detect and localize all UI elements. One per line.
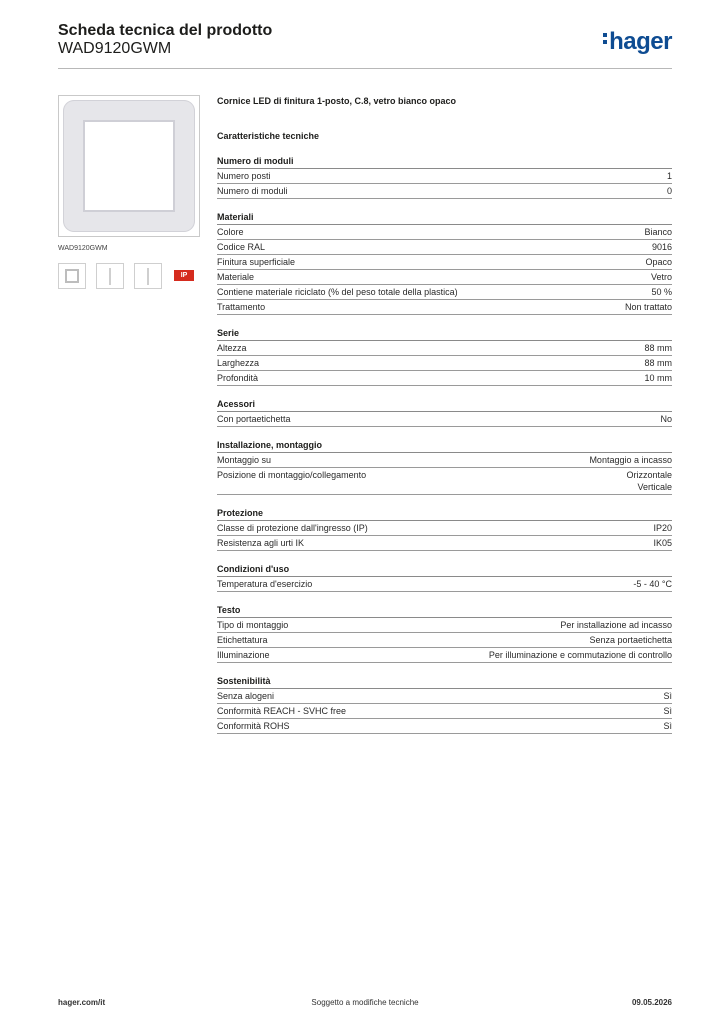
logo-dots-icon xyxy=(603,30,608,47)
spec-sections xyxy=(217,155,672,734)
spec-section xyxy=(217,155,672,199)
spec-value-line: Senza portaetichetta xyxy=(589,635,672,645)
spec-value-line: 50 % xyxy=(651,287,672,297)
spec-label: Classe di protezione dall'ingresso (IP) xyxy=(217,523,368,533)
spec-label: Tipo di montaggio xyxy=(217,620,289,630)
spec-content xyxy=(217,95,672,746)
spec-value-line: Per illuminazione e commutazione di controllo xyxy=(488,650,672,660)
spec-label: Conformità ROHS xyxy=(217,721,290,731)
square-frame-icon xyxy=(65,269,79,283)
thumbnail-side-view[interactable] xyxy=(96,263,124,289)
spec-value-line: Sì xyxy=(663,706,672,716)
frame-window xyxy=(85,122,173,210)
spec-section xyxy=(217,675,672,734)
spec-row xyxy=(217,225,672,240)
spec-value-line: Non trattato xyxy=(624,302,672,312)
spec-row xyxy=(217,719,672,734)
spec-row xyxy=(217,240,672,255)
spec-value-line: No xyxy=(660,414,672,424)
spec-value xyxy=(663,720,672,732)
thumbnail-ip-rating[interactable] xyxy=(174,263,202,289)
product-code: WAD9120GWM xyxy=(58,40,172,57)
product-image xyxy=(58,95,200,237)
spec-value-line: Montaggio a incasso xyxy=(589,455,672,465)
section-title: Materiali xyxy=(217,211,672,225)
spec-value-line: 88 mm xyxy=(644,343,672,353)
spec-label: Larghezza xyxy=(217,358,260,368)
spec-value xyxy=(645,256,672,268)
hager-logo xyxy=(603,28,672,56)
spec-section xyxy=(217,327,672,386)
spec-value xyxy=(644,372,672,384)
spec-label: Materiale xyxy=(217,272,255,282)
spec-label: Temperatura d'esercizio xyxy=(217,579,313,589)
spec-value xyxy=(644,357,672,369)
spec-section xyxy=(217,398,672,427)
spec-value-line: Orizzontale xyxy=(626,470,672,480)
footer-website-link[interactable]: hager.com/it xyxy=(58,998,106,1007)
spec-row xyxy=(217,285,672,300)
spec-value xyxy=(489,649,672,661)
side-profile-icon xyxy=(109,268,111,285)
spec-value xyxy=(652,241,672,253)
spec-row xyxy=(217,618,672,633)
spec-row xyxy=(217,300,672,315)
spec-row xyxy=(217,412,672,427)
spec-row xyxy=(217,356,672,371)
spec-value-line: -5 - 40 °C xyxy=(633,579,672,589)
spec-value-line: Sì xyxy=(663,721,672,731)
spec-value-line: Per installazione ad incasso xyxy=(560,620,672,630)
section-title: Serie xyxy=(217,327,672,341)
spec-label: Etichettatura xyxy=(217,635,268,645)
spec-label: Montaggio su xyxy=(217,455,272,465)
thumbnail-side-view-2[interactable] xyxy=(134,263,162,289)
spec-value xyxy=(589,634,672,646)
header-divider xyxy=(58,68,672,69)
spec-row xyxy=(217,341,672,356)
spec-value-line: Verticale xyxy=(637,482,672,492)
spec-value xyxy=(653,537,672,549)
spec-label: Codice RAL xyxy=(217,242,266,252)
spec-row xyxy=(217,633,672,648)
spec-label: Numero posti xyxy=(217,171,271,181)
section-title: Numero di moduli xyxy=(217,155,672,169)
section-title: Condizioni d'uso xyxy=(217,563,672,577)
spec-value xyxy=(653,522,672,534)
thumbnail-front-view[interactable] xyxy=(58,263,86,289)
spec-row xyxy=(217,689,672,704)
spec-value xyxy=(663,705,672,717)
spec-row xyxy=(217,453,672,468)
spec-label: Contiene materiale riciclato (% del peso totale della plastica) xyxy=(217,287,458,297)
spec-section xyxy=(217,211,672,315)
section-title: Sostenibilità xyxy=(217,675,672,689)
spec-value xyxy=(667,185,672,197)
spec-label: Senza alogeni xyxy=(217,691,275,701)
spec-row xyxy=(217,255,672,270)
spec-value xyxy=(651,286,672,298)
section-title: Testo xyxy=(217,604,672,618)
spec-value xyxy=(660,413,672,425)
spec-value-line: Vetro xyxy=(650,272,672,282)
product-image-caption: WAD9120GWM xyxy=(58,245,108,252)
side-profile-icon xyxy=(147,268,149,285)
spec-row xyxy=(217,184,672,199)
spec-label: Finitura superficiale xyxy=(217,257,296,267)
product-description: Cornice LED di finitura 1-posto, C.8, vetro bianco opaco xyxy=(217,96,457,106)
spec-row xyxy=(217,704,672,719)
spec-value-line: 0 xyxy=(666,186,672,196)
spec-section xyxy=(217,563,672,592)
frame-plate-icon xyxy=(63,100,195,232)
spec-row xyxy=(217,521,672,536)
spec-label: Altezza xyxy=(217,343,247,353)
spec-value-line: Opaco xyxy=(645,257,672,267)
document-title: Scheda tecnica del prodotto xyxy=(58,22,273,39)
spec-label: Con portaetichetta xyxy=(217,414,291,424)
spec-label: Trattamento xyxy=(217,302,266,312)
spec-row xyxy=(217,169,672,184)
spec-value xyxy=(651,271,672,283)
spec-row xyxy=(217,577,672,592)
spec-label: Colore xyxy=(217,227,244,237)
spec-value xyxy=(560,619,672,631)
spec-value xyxy=(633,578,672,590)
spec-row xyxy=(217,371,672,386)
document-header xyxy=(58,22,672,58)
section-title: Acessori xyxy=(217,398,672,412)
spec-label: Resistenza agli urti IK xyxy=(217,538,305,548)
spec-value xyxy=(644,226,672,238)
footer-notice: Soggetto a modifiche tecniche xyxy=(311,998,419,1007)
spec-row xyxy=(217,270,672,285)
spec-row xyxy=(217,648,672,663)
section-title: Installazione, montaggio xyxy=(217,439,672,453)
spec-value-line: 1 xyxy=(666,171,672,181)
spec-value-line: Sì xyxy=(663,691,672,701)
spec-value xyxy=(625,301,672,313)
spec-label: Illuminazione xyxy=(217,650,270,660)
spec-value xyxy=(626,469,672,493)
spec-label: Conformità REACH - SVHC free xyxy=(217,706,347,716)
features-heading: Caratteristiche tecniche xyxy=(217,131,320,141)
spec-label: Numero di moduli xyxy=(217,186,288,196)
spec-section xyxy=(217,507,672,551)
spec-value xyxy=(663,690,672,702)
section-title: Protezione xyxy=(217,507,672,521)
spec-value-line: 10 mm xyxy=(644,373,672,383)
ip-badge-icon: IP xyxy=(174,270,194,281)
spec-value xyxy=(644,342,672,354)
spec-value-line: IK05 xyxy=(653,538,672,548)
spec-section xyxy=(217,604,672,663)
spec-section xyxy=(217,439,672,495)
spec-label: Profondità xyxy=(217,373,259,383)
spec-row xyxy=(217,536,672,551)
spec-value xyxy=(589,454,672,466)
logo-text: hager xyxy=(609,28,672,55)
spec-value-line: 9016 xyxy=(651,242,672,252)
spec-row xyxy=(217,468,672,495)
spec-value-line: IP20 xyxy=(653,523,672,533)
spec-value-line: 88 mm xyxy=(644,358,672,368)
spec-value-line: Bianco xyxy=(644,227,672,237)
spec-value xyxy=(667,170,672,182)
spec-label: Posizione di montaggio/collegamento xyxy=(217,470,367,480)
footer-date: 09.05.2026 xyxy=(631,998,672,1007)
